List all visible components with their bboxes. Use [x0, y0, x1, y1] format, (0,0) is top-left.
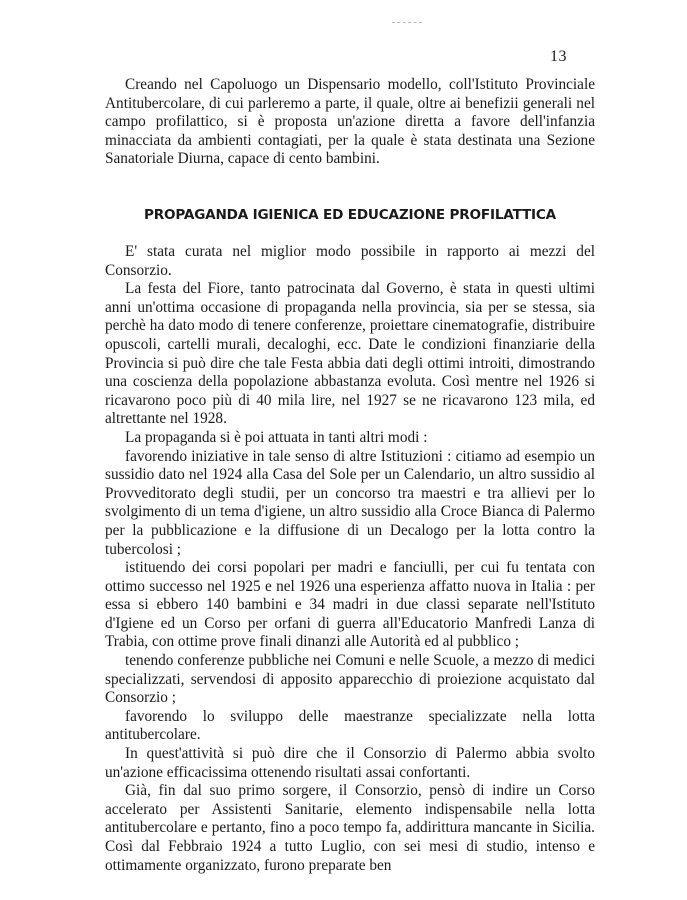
paragraph: La propaganda si è poi attuata in tanti altri modi : [125, 428, 428, 446]
intro-text-block [105, 76, 595, 169]
page-number: 13 [550, 48, 567, 65]
section-body [105, 243, 595, 875]
paragraph: istituendo dei corsi popolari per madri e fanciulli, per cui fu tentata con ottimo successo nel 1925 e nel 1926 una esperienza affatto nuova in Italia : per essa si ebbero 140 bambini e 34 madri in due classi separate nell'Istituto d'Igiene ed un Corso per orfani di guerra all'Educatorio Manfredi Lanza di Trabia, con ottime prove finali dinanzi alle Autorità ed al pubblico ; [105, 559, 595, 651]
intro-paragraph: Creando nel Capoluogo un Dispensario modello, coll'Istituto Provinciale Antitubercolare, di cui parleremo a parte, il quale, oltre ai benefizii generali nel campo profilattico, si è proposta un'azione diretta a favore dell'infanzia minacciata da ambienti contagiati, per la quale è stata destinata una Sezione Sanatoriale Diurna, capace di cento bambini. [105, 76, 595, 168]
top-edge-mark [392, 22, 422, 25]
paragraph: Già, fin dal suo primo sorgere, il Consorzio, pensò di indire un Corso accelerato per Assistenti Sanitarie, elemento indispensabile nella lotta antitubercolare e pertanto, fino a poco tempo fa, addirittura mancante in Sicilia. Così dal Febbraio 1924 a tutto Luglio, con sei mesi di studio, intenso e ottimamente organizzato, furono preparate ben [105, 782, 595, 874]
paragraph: favorendo lo sviluppo delle maestranze specializzate nella lotta antitubercolare. [105, 707, 595, 744]
paragraph: La festa del Fiore, tanto patrocinata dal Governo, è stata in questi ultimi anni un'ottima occasione di propaganda nella provincia, sia per se stessa, sia perchè ha dato modo di tenere conferenze, proiettare cinematografie, distribuire opuscoli, cartelli murali, decaloghi, ecc. Date le condizioni finanziarie della Provincia si può dire che tale Festa abbia dati degli ottimi introiti, dimostrando una coscienza della popolazione abbastanza evoluta. Così mentre nel 1926 si ricavarono poco più di 40 mila lire, nel 1927 se ne ricavarono 123 mila, ed altrettante nel 1928. [105, 280, 595, 428]
section-heading: PROPAGANDA IGIENICA ED EDUCAZIONE PROFILATTICA [144, 207, 556, 223]
paragraph: In quest'attività si può dire che il Consorzio di Palermo abbia svolto un'azione efficacissima ottenendo risultati assai confortanti. [105, 745, 595, 781]
paragraph: E' stata curata nel miglior modo possibile in rapporto ai mezzi del Consorzio. [105, 243, 595, 279]
paragraph: tenendo conferenze pubbliche nei Comuni e nelle Scuole, a mezzo di medici specializzati, servendosi di apposito apparecchio di proiezione acquistato dal Consorzio ; [105, 652, 595, 707]
paragraph: favorendo iniziative in tale senso di altre Istituzioni : citiamo ad esempio un sussidio dato nel 1924 alla Casa del Sole per un Calendario, un altro sussidio al Provveditorato degli studii, per un concorso tra maestri e tra allievi per lo svolgimento di un tema d'igiene, un altro sussidio alla Croce Bianca di Palermo per la pubblicazione e la diffusione di un Decalogo per la lotta contro la tubercolosi ; [105, 447, 595, 558]
